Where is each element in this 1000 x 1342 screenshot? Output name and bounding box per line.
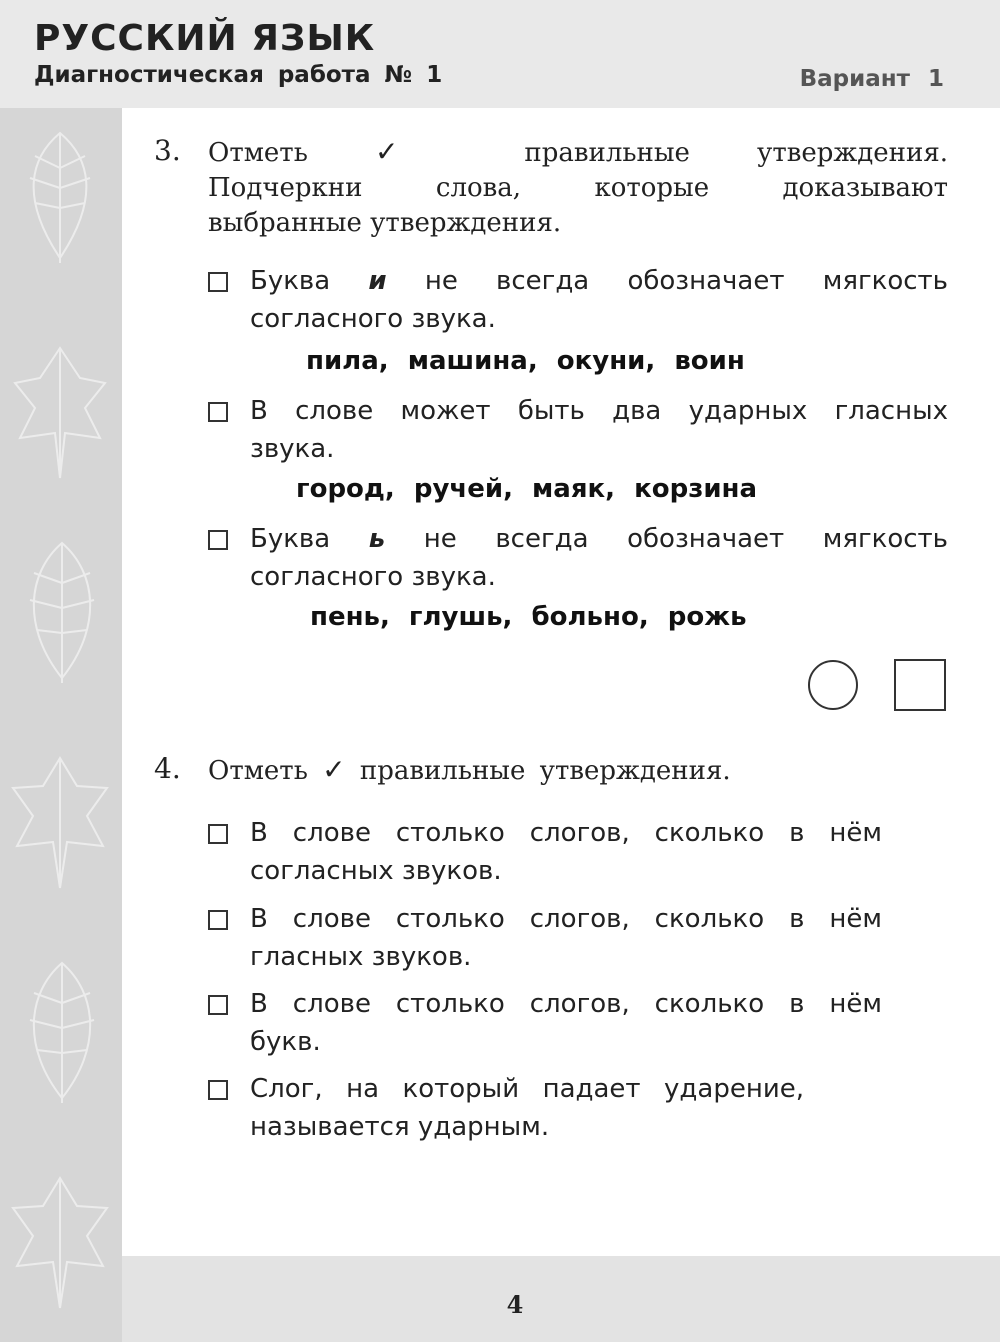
leaf-icon: [10, 128, 110, 268]
variant-label: Вариант 1: [799, 66, 944, 92]
checkbox[interactable]: [208, 824, 228, 844]
worksheet: [122, 108, 1000, 1256]
instruction-line-1: Отметь ✓ правильные утверждения.: [208, 135, 949, 168]
option-text: В слове столько слогов, сколько в нём согласных звуков.: [250, 818, 882, 886]
leaf-icon: [12, 958, 112, 1108]
page-number: 4: [506, 1290, 524, 1319]
option-text: В слове столько слогов, сколько в нём гласных звуков.: [250, 904, 882, 972]
example-words: пила, машина, окуни, воин: [306, 346, 745, 376]
example-words: город, ручей, маяк, корзина: [296, 474, 758, 504]
option-text: В слове может быть два ударных гласных звука.: [250, 396, 948, 464]
checkbox[interactable]: [208, 402, 228, 422]
score-box[interactable]: [894, 659, 946, 711]
option-text: Слог, на который падает ударение, называется ударным.: [250, 1074, 804, 1142]
score-circle[interactable]: [808, 660, 858, 710]
letter-i: и: [368, 266, 387, 296]
leaf-icon: [12, 538, 112, 688]
letter-soft-sign: ь: [368, 524, 386, 554]
checkmark-icon: ✓: [322, 753, 346, 786]
checkmark-icon: ✓: [374, 135, 458, 168]
task-4-instruction: Отметь ✓ правильные утверждения.: [208, 753, 731, 786]
checkbox[interactable]: [208, 1080, 228, 1100]
header: [0, 0, 1000, 108]
task-number: 4.: [154, 752, 181, 785]
instruction-line-3: выбранные утверждения.: [208, 208, 562, 238]
task-3-instruction: [208, 134, 948, 241]
leaf-icon: [5, 748, 115, 898]
checkbox[interactable]: [208, 910, 228, 930]
example-words: пень, глушь, больно, рожь: [310, 602, 747, 632]
checkbox[interactable]: [208, 530, 228, 550]
leaf-icon: [5, 338, 115, 488]
subject-title: РУССКИЙ ЯЗЫК: [34, 18, 376, 59]
instruction-line-2: Подчеркни слова, которые доказывают: [208, 173, 948, 203]
option-text: В слове столько слогов, сколько в нём букв.: [250, 989, 882, 1057]
task-number: 3.: [154, 134, 181, 167]
checkbox[interactable]: [208, 995, 228, 1015]
decorative-leaf-margin: [0, 108, 122, 1342]
work-title: Диагностическая работа № 1: [34, 62, 443, 88]
option-text: Буква ь не всегда обозначает мягкость согласного звука.: [250, 524, 949, 592]
checkbox[interactable]: [208, 272, 228, 292]
option-text: Буква и не всегда обозначает мягкость согласного звука.: [250, 266, 948, 334]
